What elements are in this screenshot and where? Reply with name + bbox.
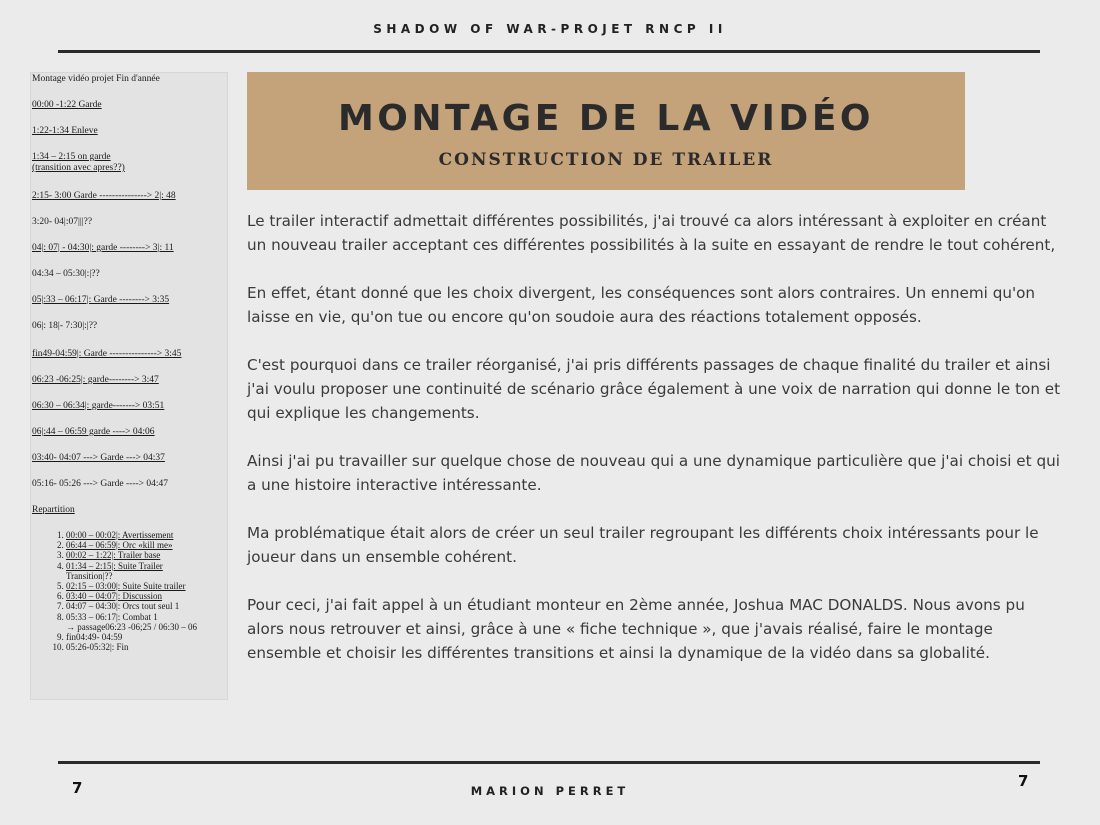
notes-repartition-list bbox=[30, 530, 228, 652]
notes-line: (transition avec apres??) bbox=[32, 163, 125, 173]
list-item: 1. 00:00 – 00:02|: Avertissement bbox=[66, 530, 228, 540]
list-item: 5. 02:15 – 03:00|: Suite Suite trailer bbox=[66, 581, 228, 591]
header-divider bbox=[58, 50, 1040, 53]
list-item: 8. 05:33 – 06:17|: Combat 1 → passage06:23 -06;25 / 06:30 – 06 bbox=[66, 612, 228, 632]
paragraph: Ma problématique était alors de créer un seul trailer regroupant les différents choix intéressants pour le joueur dans un ensemble cohérent. bbox=[247, 524, 1039, 566]
notes-line: 06:30 – 06:34|: garde-------> 03:51 bbox=[32, 401, 165, 411]
notes-line: 2:15- 3:00 Garde ---------------> 2|: 48 bbox=[32, 191, 176, 201]
notes-line: 05|:33 – 06:17|: Garde --------> 3:35 bbox=[32, 295, 170, 305]
title-banner bbox=[247, 72, 965, 190]
list-item: 4. 01:34 – 2:15|: Suite Trailer Transition|?? bbox=[66, 561, 228, 581]
body-text bbox=[247, 209, 1062, 689]
paragraph: Le trailer interactif admettait différentes possibilités, j'ai trouvé ca alors intéressant à exploiter en créant un nouveau trailer acceptant ces différentes possibilités à la suite en essayant de rendre le tout cohérent, bbox=[247, 212, 1056, 254]
notes-line: 3:20- 04|:07|||?? bbox=[32, 217, 93, 227]
notes-line: 1:22-1:34 Enleve bbox=[32, 126, 98, 136]
notes-line: 04|: 07| - 04:30|: garde --------> 3|: 11 bbox=[32, 243, 174, 253]
notes-line: 03:40- 04:07 ---> Garde ---> 04:37 bbox=[32, 453, 165, 463]
notes-line: 06:23 -06:25|: garde--------> 3:47 bbox=[32, 375, 159, 385]
list-item: 6. 03:40 – 04:07|: Discussion bbox=[66, 591, 228, 601]
page-title: MONTAGE DE LA VIDÉO bbox=[337, 98, 875, 139]
list-item: 10. 05:26-05:32|: Fin bbox=[66, 642, 228, 652]
list-item: 7. 04:07 – 04:30|: Orcs tout seul 1 bbox=[66, 601, 228, 611]
list-item: 9. fin04:49- 04:59 bbox=[66, 632, 228, 642]
notes-repartition-heading: Repartition bbox=[32, 505, 75, 515]
notes-line: 00:00 -1:22 Garde bbox=[32, 100, 102, 110]
page-number-right: 7 bbox=[1018, 772, 1029, 790]
paragraph: En effet, étant donné que les choix divergent, les conséquences sont alors contraires. Un ennemi qu'on laisse en vie, qu'on tue ou encore qu'on soudoie aura des réactions totalement opposés. bbox=[247, 284, 1036, 326]
footer-divider bbox=[58, 761, 1040, 764]
page-number-left: 7 bbox=[72, 779, 83, 797]
notes-line: 06|: 18|- 7:30|:|?? bbox=[32, 321, 98, 331]
document-header-title: SHADOW OF WAR-PROJET RNCP II bbox=[373, 22, 727, 36]
editing-notes-screenshot bbox=[30, 72, 228, 700]
paragraph: C'est pourquoi dans ce trailer réorganisé, j'ai pris différents passages de chaque finalité du trailer et ainsi j'ai voulu proposer une continuité de scénario grâce également à une voix de narration qui donne le ton et qui explique les changements. bbox=[247, 356, 1061, 422]
page-subtitle: CONSTRUCTION DE TRAILER bbox=[438, 150, 774, 170]
notes-line: 1:34 – 2:15 on garde bbox=[32, 152, 111, 162]
author-name: MARION PERRET bbox=[470, 784, 630, 798]
notes-line: fin49-04:59|: Garde ---------------> 3:45 bbox=[32, 349, 182, 359]
list-item: 3. 00:02 – 1:22|: Trailer base bbox=[66, 550, 228, 560]
notes-heading: Montage vidéo projet Fin d'année bbox=[32, 74, 160, 84]
notes-line: 04:34 – 05:30|:|?? bbox=[32, 269, 100, 279]
paragraph: Ainsi j'ai pu travailler sur quelque chose de nouveau qui a une dynamique particulière que j'ai choisi et qui a une histoire interactive intéressante. bbox=[247, 452, 1060, 494]
notes-line: 06|:44 – 06:59 garde ----> 04:06 bbox=[32, 427, 155, 437]
list-item: 2. 06:44 – 06:59|: Orc «kill me» bbox=[66, 540, 228, 550]
paragraph: Pour ceci, j'ai fait appel à un étudiant monteur en 2ème année, Joshua MAC DONALDS. Nous avons pu alors nous retrouver et ainsi, grâce à une « fiche technique », que j'avais réalisé, faire le montage ensemble et choisir les différentes transitions et ainsi la dynamique de la vidéo dans sa globalité. bbox=[247, 596, 1025, 662]
notes-line: 05:16- 05:26 ---> Garde ----> 04:47 bbox=[32, 479, 169, 489]
